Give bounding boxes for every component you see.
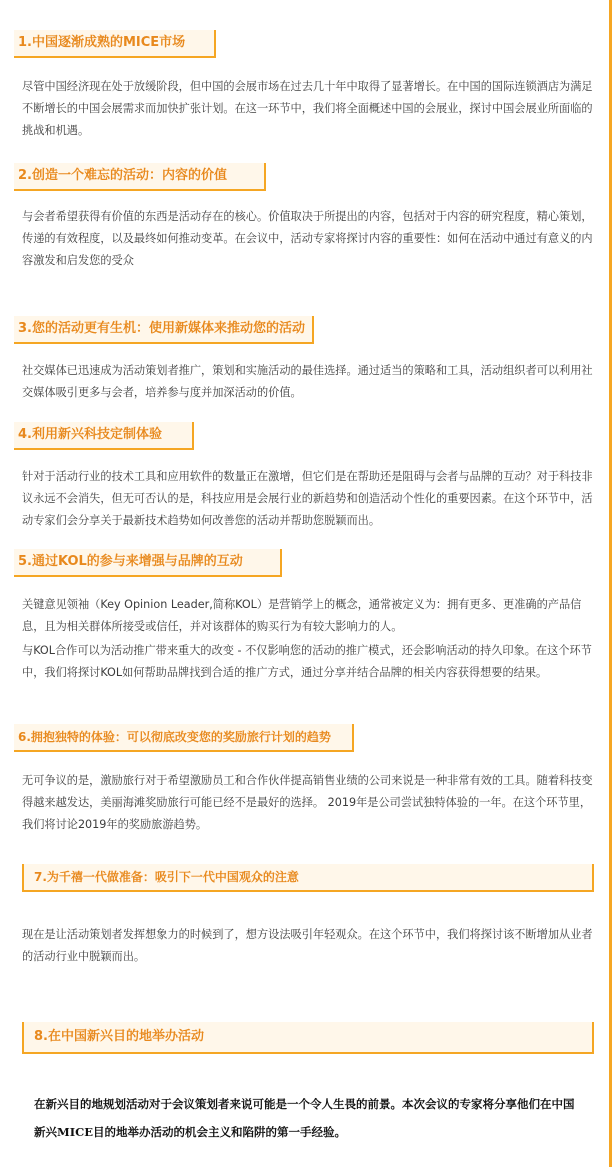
section-3-heading: 3.您的活动更有生机：使用新媒体来推动您的活动 <box>14 316 314 344</box>
section-1-paragraph: 尽管中国经济现在处于放缓阶段，但中国的会展市场在过去几十年中取得了显著增长。在中国的国际连锁酒店为满足不断增长的中国会展需求而加快扩张计划。在这一环节中，我们将全面概述中国的会展业，探讨中国会展业所面临的挑战和机遇。 <box>22 80 593 137</box>
section-7-heading: 7.为千禧一代做准备：吸引下一代中国观众的注意 <box>22 864 594 892</box>
section-8-paragraph: 在新兴目的地规划活动对于会议策划者来说可能是一个令人生畏的前景。本次会议的专家将分享他们在中国新兴MICE目的地举办活动的机会主义和陷阱的第一手经验。 <box>34 1097 575 1139</box>
section-4-paragraph: 针对于活动行业的技术工具和应用软件的数量正在激增，但它们是在帮助还是阻碍与会者与品牌的互动？对于科技非议永远不会消失，但无可否认的是，科技应用是会展行业的新趋势和创造活动个性化的重要因素。在这个环节中，活动专家们会分享关于最新技术趋势如何改善您的活动并帮助您脱颖而出。 <box>22 470 593 527</box>
section-1-heading: 1.中国逐渐成熟的MICE市场 <box>14 30 216 58</box>
section-8-heading: 8.在中国新兴目的地举办活动 <box>22 1022 594 1054</box>
section-5-heading: 5.通过KOL的参与来增强与品牌的互动 <box>14 549 282 577</box>
section-5-paragraph-1: 关键意见领袖（Key Opinion Leader,简称KOL）是营销学上的概念，通常被定义为：拥有更多、更准确的产品信息，且为相关群体所接受或信任，并对该群体的购买行为有较大影响力的人。 <box>22 598 582 633</box>
section-2-paragraph: 与会者希望获得有价值的东西是活动存在的核心。价值取决于所提出的内容，包括对于内容的研究程度，精心策划，传递的有效程度，以及最终如何推动变革。在会议中，活动专家将探讨内容的重要性：如何在活动中通过有意义的内容激发和启发您的受众 <box>22 210 593 267</box>
section-6-heading: 6.拥抱独特的体验：可以彻底改变您的奖励旅行计划的趋势 <box>14 724 354 752</box>
section-2-heading: 2.创造一个难忘的活动：内容的价值 <box>14 163 266 191</box>
section-3-paragraph: 社交媒体已迅速成为活动策划者推广，策划和实施活动的最佳选择。通过适当的策略和工具，活动组织者可以利用社交媒体吸引更多与会者，培养参与度并加深活动的价值。 <box>22 364 593 399</box>
section-7-paragraph: 现在是让活动策划者发挥想象力的时候到了，想方设法吸引年轻观众。在这个环节中，我们将探讨该不断增加从业者的活动行业中脱颖而出。 <box>22 928 593 963</box>
section-6-paragraph: 无可争议的是，激励旅行对于希望激励员工和合作伙伴提高销售业绩的公司来说是一种非常有效的工具。随着科技变得越来越发达，美丽海滩奖励旅行可能已经不是最好的选择。 2019年是公司尝试独特体验的一年。在这个环节里，我们将讨论2019年的奖励旅游趋势。 <box>22 774 593 831</box>
section-5-paragraph-2: 与KOL合作可以为活动推广带来重大的改变 - 不仅影响您的活动的推广模式，还会影响活动的持久印象。在这个环节中，我们将探讨KOL如何帮助品牌找到合适的推广方式，通过分享并结合品牌的相关内容获得想要的结果。 <box>22 644 592 679</box>
section-4-heading: 4.利用新兴科技定制体验 <box>14 422 194 450</box>
